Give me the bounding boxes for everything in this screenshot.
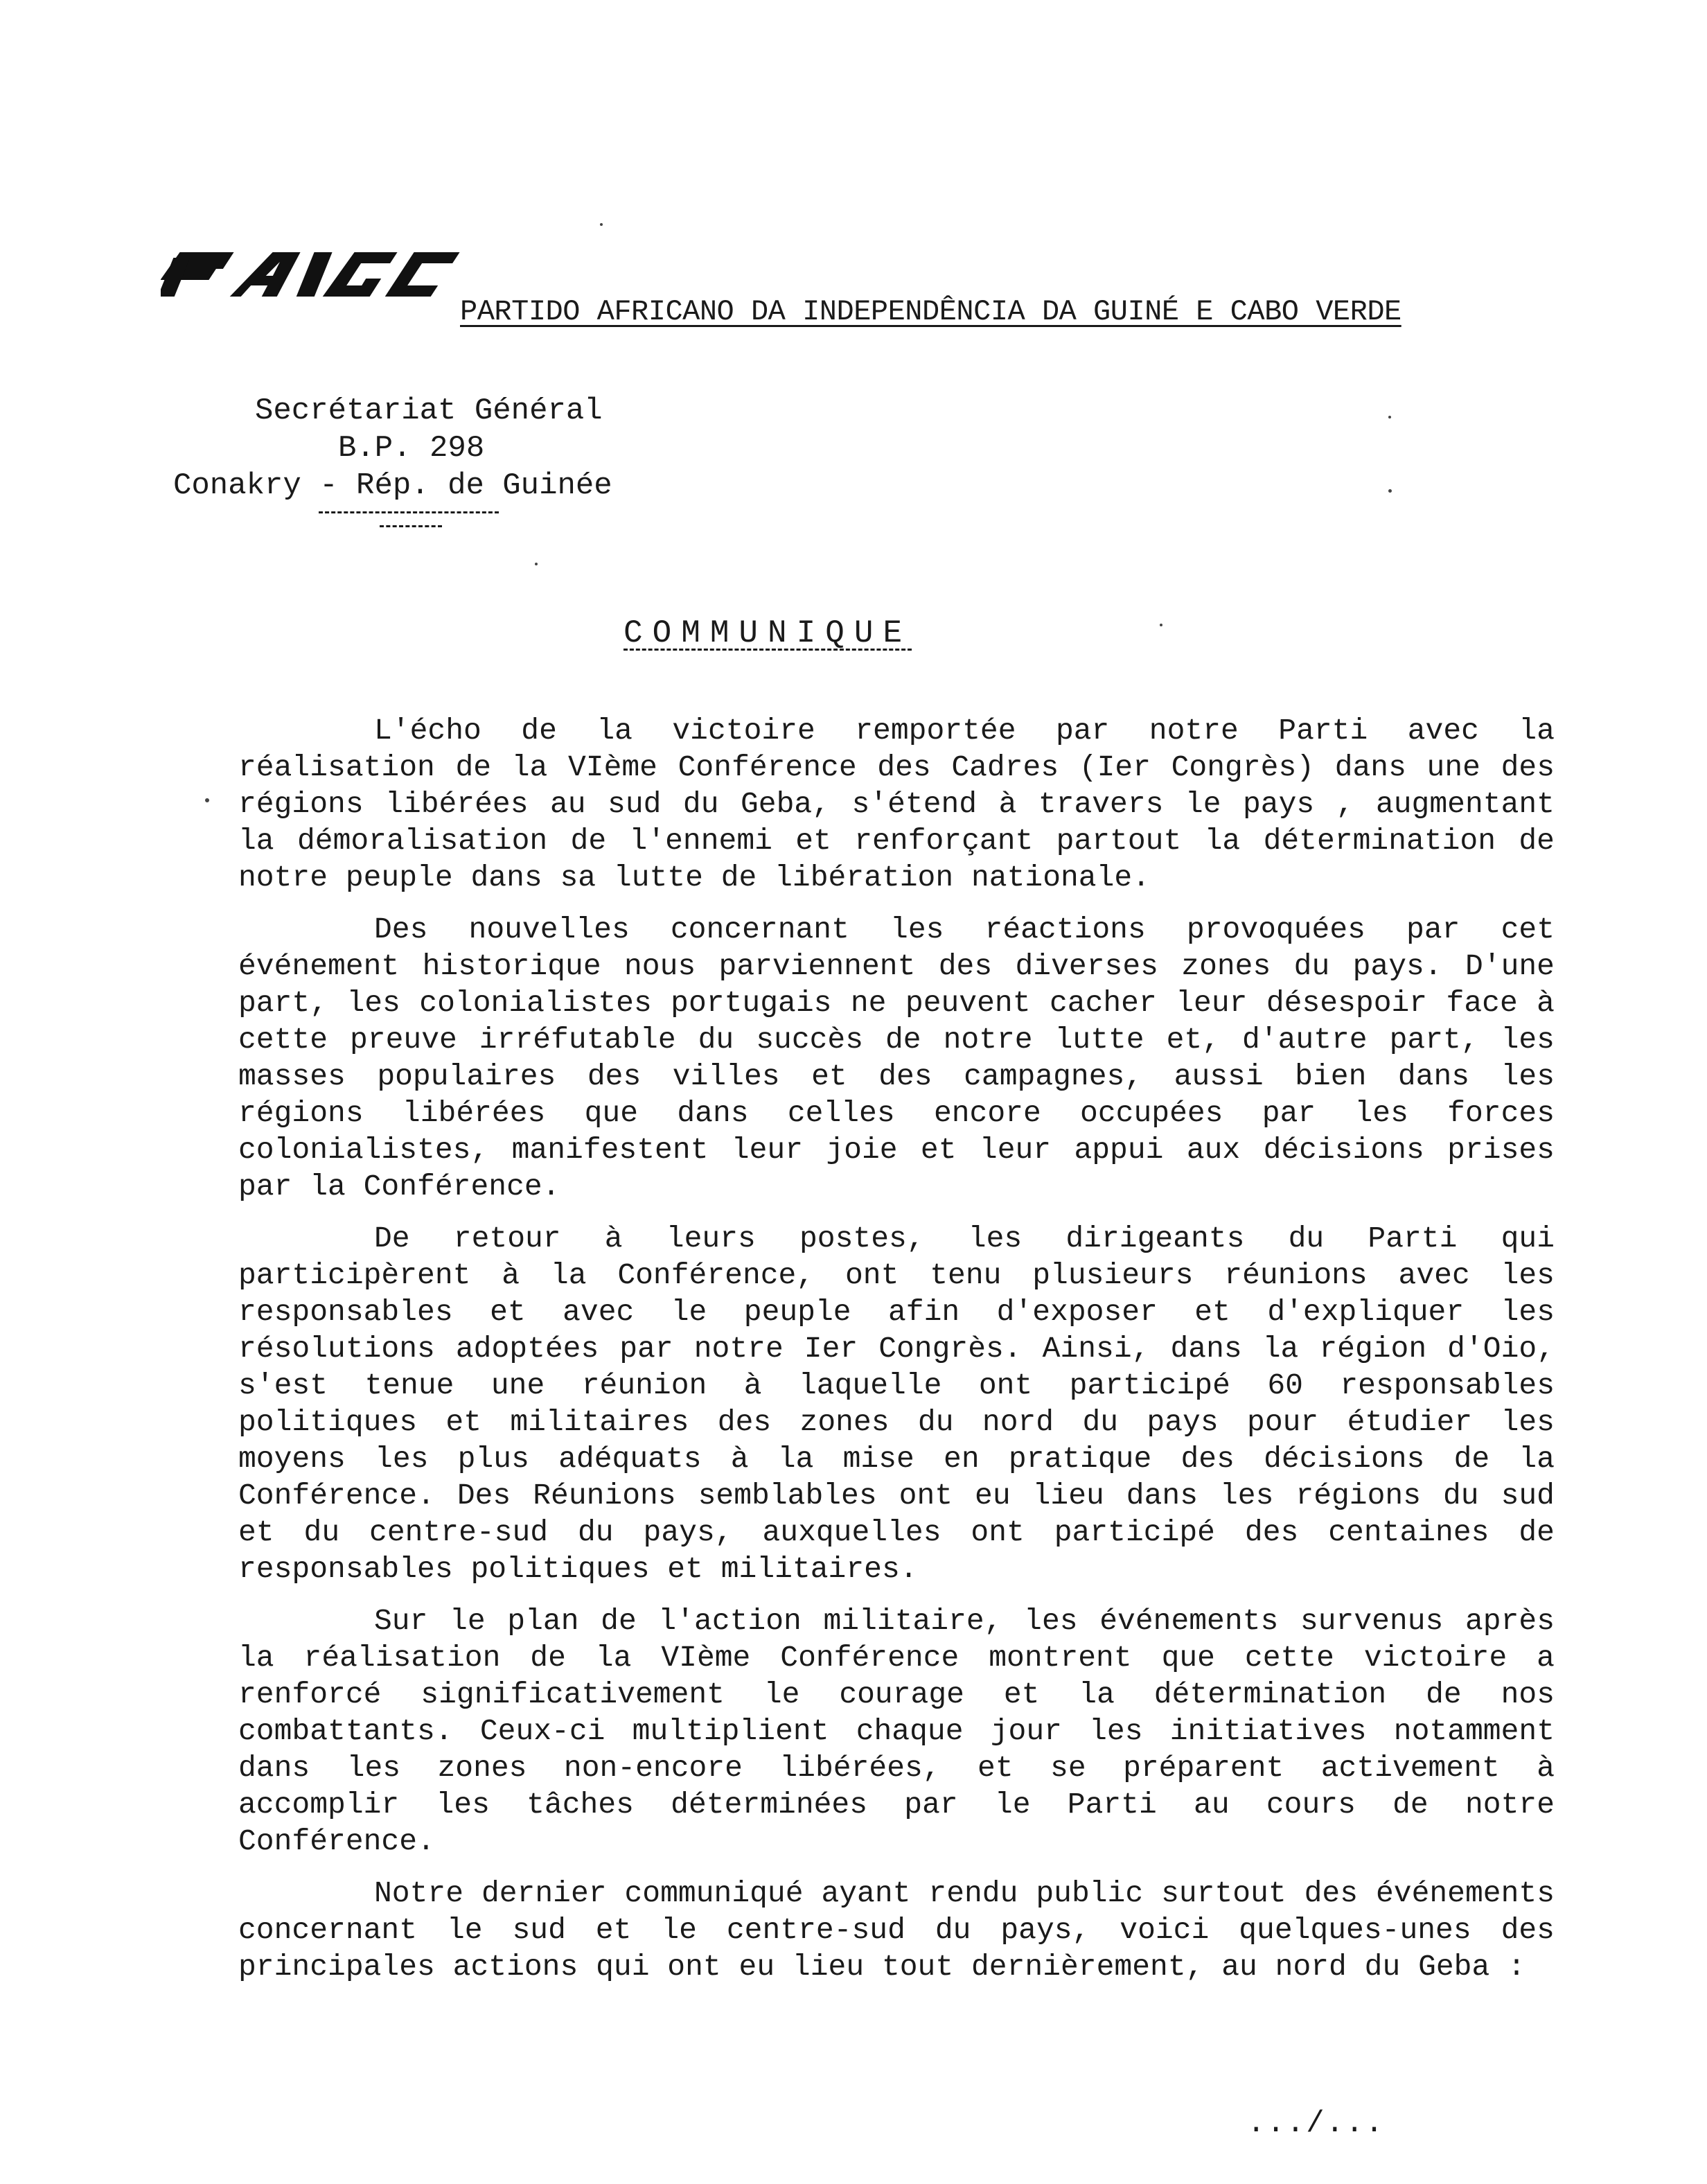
address-line-secretariat: Secrétariat Général [255,394,603,428]
paragraph-5: Notre dernier communiqué ayant rendu public surtout des événements concernant le sud et le centre-sud du pays, voici quelques-unes des principales actions qui ont eu lieu tout dernièrement, au nord du Geba : [238,1876,1555,1984]
continuation-mark: .../... [1247,2106,1385,2141]
address-line-city: Conakry - Rép. de Guinée [173,468,612,503]
paragraph-4: Sur le plan de l'action militaire, les événements survenus après la réalisation de la VIème Conférence montrent que cette victoire a renforcé significativement le courage et la détermination de nos combattants. Ceux-ci multiplient chaque jour les initiatives notamment dans les zones non-encore libérées, et se préparent activement à accomplir les tâches déterminées par le Parti au cours de notre Conférence. [238,1604,1555,1858]
address-line-po-box: B.P. 298 [338,431,485,466]
scan-speck [600,223,603,226]
address-underline-short [380,525,442,527]
scan-speck [205,798,209,802]
paragraph-1: L'écho de la victoire remportée par notre Parti avec la réalisation de la VIème Conférence des Cadres (Ier Congrès) dans une des régions libérées au sud du Geba, s'étend à travers le pays , augmentant la démoralisation de l'ennemi et renforçant partout la détermination de notre peuple dans sa lutte de libération nationale. [238,714,1555,895]
address-underline [319,511,499,513]
scan-speck [535,563,538,565]
scan-speck [1160,624,1162,626]
document-title: COMMUNIQUE [623,615,912,651]
scan-speck [1388,489,1392,493]
organization-name: PARTIDO AFRICANO DA INDEPENDÊNCIA DA GUINÉ E CABO VERDE [460,295,1401,328]
paragraph-2: Des nouvelles concernant les réactions provoquées par cet événement historique nous parviennent des diverses zones du pays. D'une part, les colonialistes portugais ne peuvent cacher leur désespoir face à cette preuve irréfutable du succès de notre lutte et, d'autre part, les masses populaires des villes et des campagnes, aussi bien dans les régions libérées que dans celles encore occupées par les forces colonialistes, manifestent leur joie et leur appui aux décisions prises par la Conférence. [238,913,1555,1204]
scan-speck [1388,416,1391,419]
sender-address [173,392,658,504]
paragraph-3: De retour à leurs postes, les dirigeants du Parti qui participèrent à la Conférence, ont tenu plusieurs réunions avec les responsables et avec le peuple afin d'exposer et d'expliquer les résolutions adoptées par notre Ier Congrès. Ainsi, dans la région d'Oio, s'est tenue une réunion à laquelle ont participé 60 responsables politiques et militaires des zones du nord du pays pour étudier les moyens les plus adéquats à la mise en pratique des décisions de la Conférence. Des Réunions semblables ont eu lieu dans les régions du sud et du centre-sud du pays, auxquelles ont participé des centaines de responsables politiques et militaires. [238,1222,1555,1586]
communique-body [238,712,1555,2000]
paigc-logo [161,248,471,297]
